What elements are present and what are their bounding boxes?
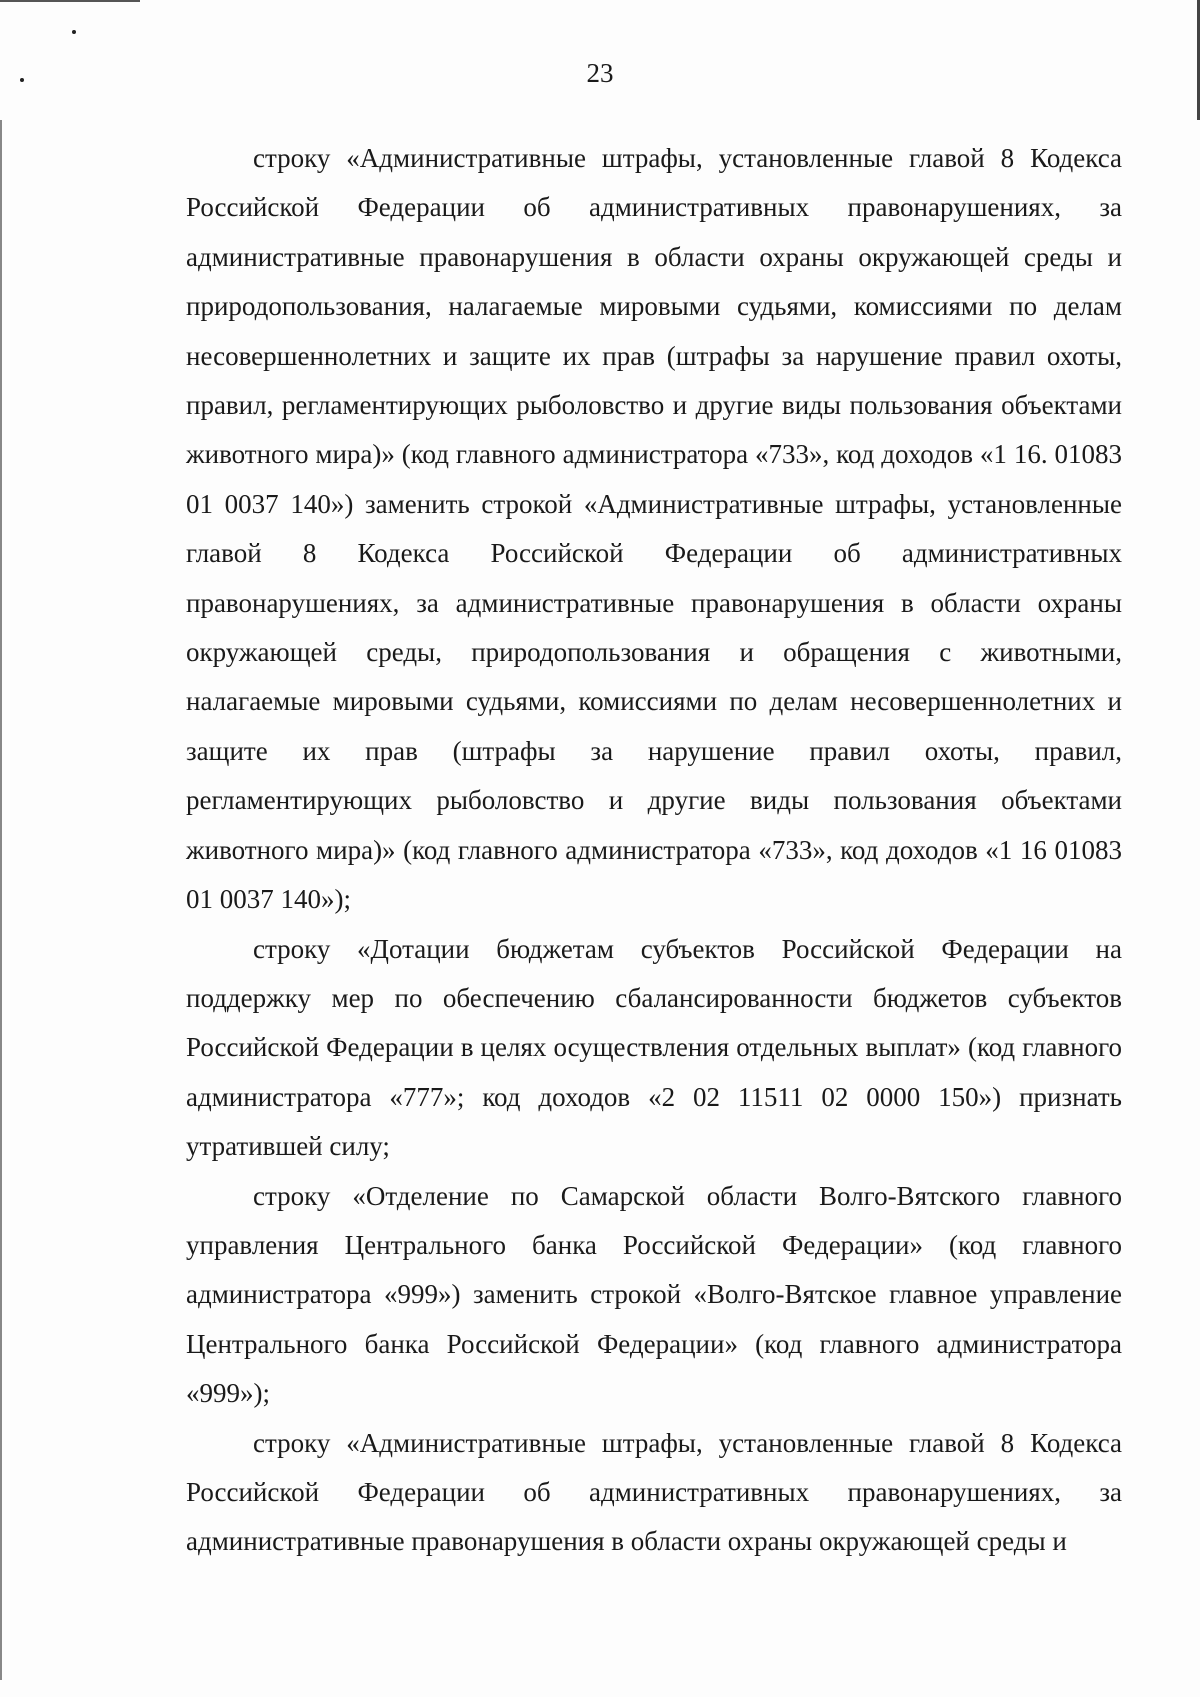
document-body bbox=[186, 134, 1122, 1567]
page-number: 23 bbox=[586, 58, 614, 88]
scan-artifact-line bbox=[0, 0, 140, 2]
paragraph: строку «Отделение по Самарской области Волго-Вятского главного управления Центрального банка Российской Федерации» (код главного администратора «999») заменить строкой «Волго-Вятское главное управление Центрального банка Российской Федерации» (код главного администратора «999»); bbox=[186, 1180, 1122, 1409]
paragraph: строку «Административные штрафы, установленные главой 8 Кодекса Российской Федерации об административных правонарушениях, за административные правонарушения в области охраны окружающей среды и природопользования, налагаемые мировыми судьями, комиссиями по делам несовершеннолетних и защите их прав (штрафы за нарушение правил охоты, правил, регламентирующих рыболовство и другие виды пользования объектами животного мира)» (код главного администратора «733», код доходов «1 16. 01083 01 0037 140») заменить строкой «Административные штрафы, установленные главой 8 Кодекса Российской Федерации об административных правонарушениях, за административные правонарушения в области охраны окружающей среды, природопользования и обращения с животными, налагаемые мировыми судьями, комиссиями по делам несовершеннолетних и защите их прав (штрафы за нарушение правил охоты, правил, регламентирующих рыболовство и другие виды пользования объектами животного мира)» (код главного администратора «733», код доходов «1 16 01083 01 0037 140»); bbox=[186, 143, 1122, 915]
scan-artifact-dot bbox=[20, 78, 24, 82]
paragraph: строку «Дотации бюджетам субъектов Российской Федерации на поддержку мер по обеспечению сбалансированности бюджетов субъектов Российской Федерации в целях осуществления отдельных выплат» (код главного администратора «777»; код доходов «2 02 11511 02 0000 150») признать утратившей силу; bbox=[186, 933, 1122, 1162]
paragraph: строку «Административные штрафы, установленные главой 8 Кодекса Российской Федерации об административных правонарушениях, за административные правонарушения в области охраны окружающей среды и bbox=[186, 1427, 1122, 1557]
scan-artifact-dot bbox=[72, 30, 76, 34]
scan-artifact-edge bbox=[0, 120, 2, 1680]
